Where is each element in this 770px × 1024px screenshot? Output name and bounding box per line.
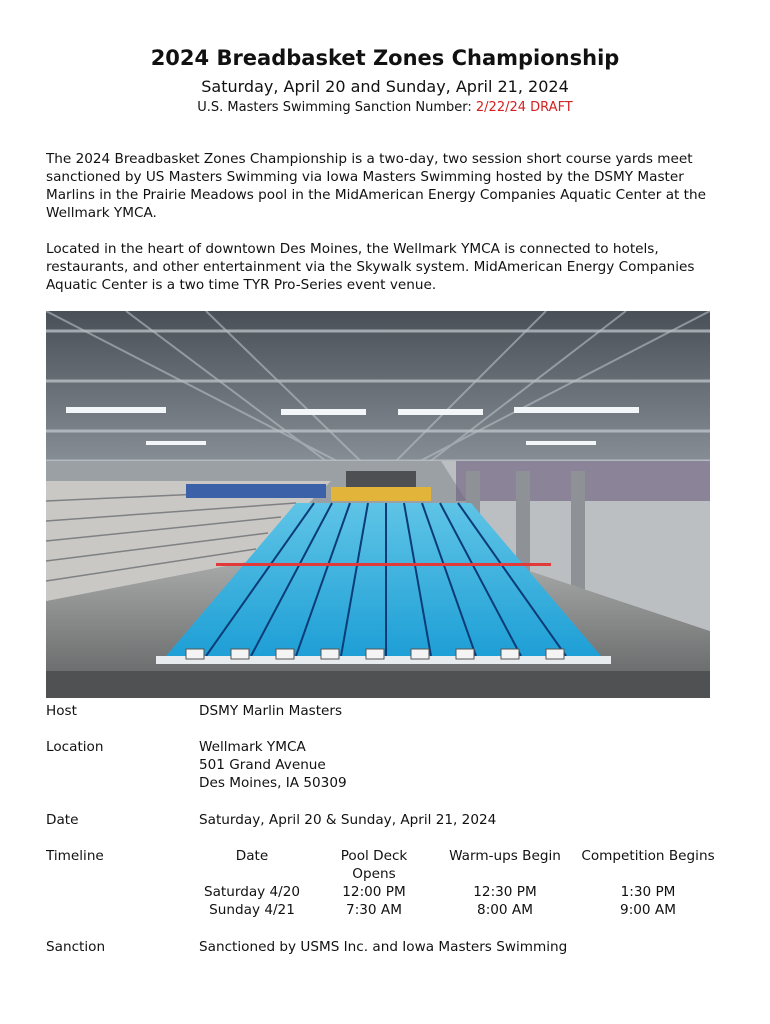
timeline-row-2-competition: 9:00 AM xyxy=(620,902,676,918)
aquatic-center-photo xyxy=(46,311,710,698)
event-dates-subtitle: Saturday, April 20 and Sunday, April 21, 2024 xyxy=(201,77,569,96)
timeline-row-1-competition: 1:30 PM xyxy=(620,884,676,900)
timeline-row-1-deck: 12:00 PM xyxy=(342,884,406,900)
timeline-header-date: Date xyxy=(235,848,269,864)
timeline-label: Timeline xyxy=(46,848,104,864)
sanction-label: Sanction xyxy=(46,939,106,955)
timeline-header-warmups: Warm-ups Begin xyxy=(449,848,561,864)
date-label: Date xyxy=(46,812,79,828)
timeline-row-1-warmups: 12:30 PM xyxy=(473,884,537,900)
sanction-value: Sanctioned by USMS Inc. and Iowa Masters Swimming xyxy=(199,939,568,955)
location-line-3: Des Moines, IA 50309 xyxy=(199,775,347,791)
timeline-row-1-date: Saturday 4/20 xyxy=(203,884,301,900)
location-label: Location xyxy=(46,739,104,755)
timeline-row-2-deck: 7:30 AM xyxy=(346,902,402,918)
sanction-number-line xyxy=(0,100,770,115)
location-line-2: 501 Grand Avenue xyxy=(199,757,326,773)
timeline-header-deck-1: Pool Deck xyxy=(340,848,408,864)
host-value: DSMY Marlin Masters xyxy=(199,703,343,719)
location-line-1: Wellmark YMCA xyxy=(199,739,306,755)
page-title: 2024 Breadbasket Zones Championship xyxy=(150,46,620,70)
sanction-number-label: U.S. Masters Swimming Sanction Number: xyxy=(197,100,476,115)
host-label: Host xyxy=(46,703,77,719)
draft-status: 2/22/24 DRAFT xyxy=(475,100,573,115)
timeline-header-competition: Competition Begins xyxy=(581,848,715,864)
timeline-header-deck-2: Opens xyxy=(352,866,396,882)
intro-paragraph-2: Located in the heart of downtown Des Moines, the Wellmark YMCA is connected to hotels, restaurants, and other entertainment via the Skywalk system. MidAmerican Energy Companies Aquatic Center is a two time TYR Pro-Series event venue. xyxy=(46,241,695,293)
intro-paragraph-1: The 2024 Breadbasket Zones Championship is a two-day, two session short course yards meet sanctioned by US Masters Swimming via Iowa Masters Swimming hosted by the DSMY Master Marlins in the Prairie Meadows pool in the MidAmerican Energy Companies Aquatic Center at the Wellmark YMCA. xyxy=(46,151,706,221)
timeline-row-2-warmups: 8:00 AM xyxy=(477,902,533,918)
timeline-row-2-date: Sunday 4/21 xyxy=(209,902,295,918)
date-value: Saturday, April 20 & Sunday, April 21, 2024 xyxy=(199,812,497,828)
